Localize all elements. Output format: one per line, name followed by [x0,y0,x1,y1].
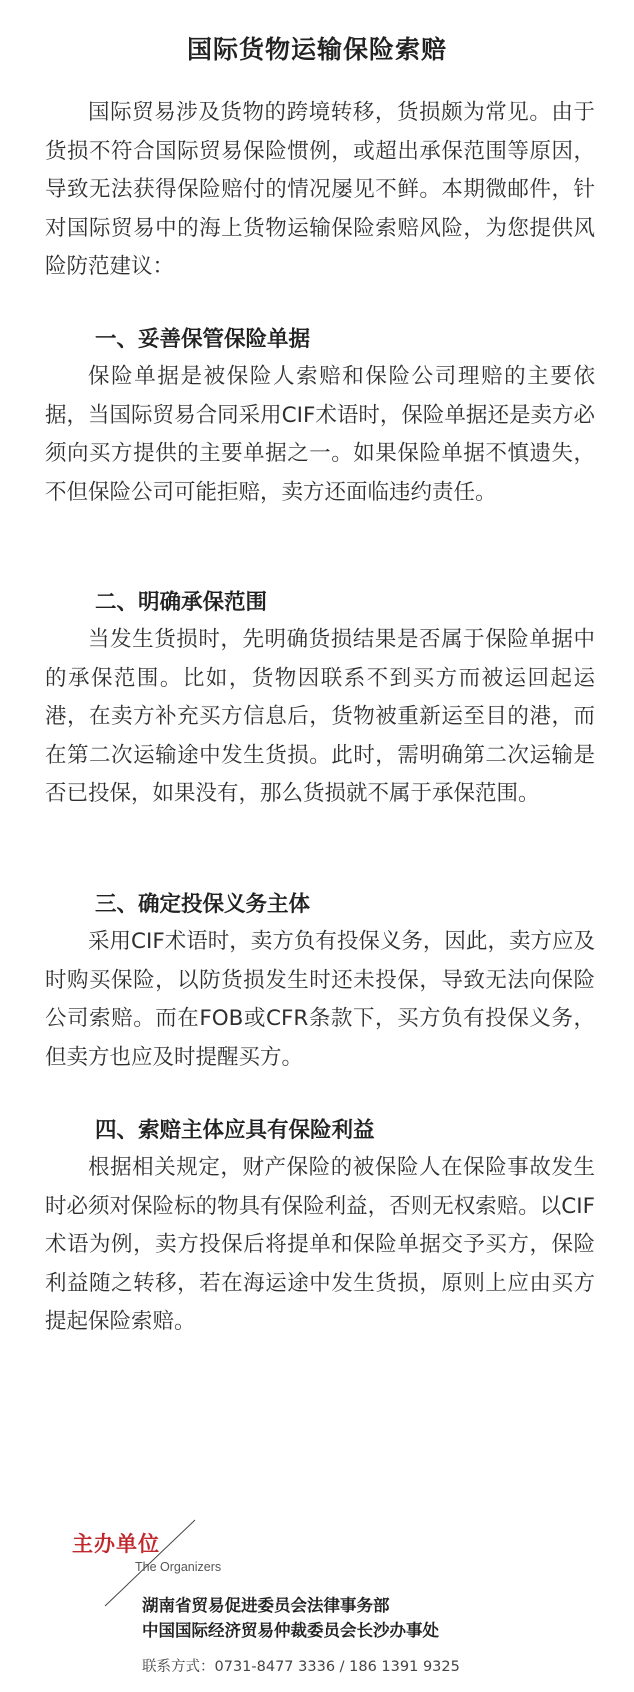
organizer-name-1: 湖南省贸易促进委员会法律事务部 [142,1596,390,1615]
organizer-name-2: 中国国际经济贸易仲裁委员会长沙办事处 [142,1621,439,1640]
section-3-heading: 三、确定投保义务主体 [95,892,311,917]
organizer-label-en: The Organizers [135,1560,222,1574]
intro-paragraph: 国际贸易涉及货物的跨境转移，货损颇为常见。由于货损不符合国际贸易保险惯例，或超出承保范围等原因，导致无法获得保险赔付的情况屡见不鲜。本期微邮件，针对国际贸易中的海上货物运输保险索赔风险，为您提供风险防范建议： [45,100,595,279]
contact-info: 联系方式：0731-8477 3336 / 186 1391 9325 [142,1659,460,1675]
section-2-body: 当发生货损时，先明确货损结果是否属于保险单据中的承保范围。比如，货物因联系不到买方而被运回起运港，在卖方补充买方信息后，货物被重新运至目的港，而在第二次运输途中发生货损。此时，需明确第二次运输是否已投保，如果没有，那么货损就不属于承保范围。 [45,627,595,806]
section-2-heading: 二、明确承保范围 [95,590,268,615]
section-1-body: 保险单据是被保险人索赔和保险公司理赔的主要依据，当国际贸易合同采用CIF术语时，保险单据还是卖方必须向买方提供的主要单据之一。如果保险单据不慎遗失，不但保险公司可能拒赔，卖方还面临违约责任。 [45,364,595,505]
section-4-heading: 四、索赔主体应具有保险利益 [95,1118,375,1143]
organizer-block [0,1510,634,1692]
section-1-heading: 一、妥善保管保险单据 [95,327,311,352]
section-3-body: 采用CIF术语时，卖方负有投保义务，因此，卖方应及时购买保险，以防货损发生时还未投保，导致无法向保险公司索赔。而在FOB或CFR条款下，买方负有投保义务，但卖方也应及时提醒买方。 [45,929,595,1070]
article-title: 国际货物运输保险索赔 [186,35,447,64]
organizer-label-cn: 主办单位 [72,1532,160,1556]
section-4-body: 根据相关规定，财产保险的被保险人在保险事故发生时必须对保险标的物具有保险利益，否则无权索赔。以CIF术语为例，卖方投保后将提单和保险单据交予买方，保险利益随之转移，若在海运途中发生货损，原则上应由买方提起保险索赔。 [45,1155,595,1334]
